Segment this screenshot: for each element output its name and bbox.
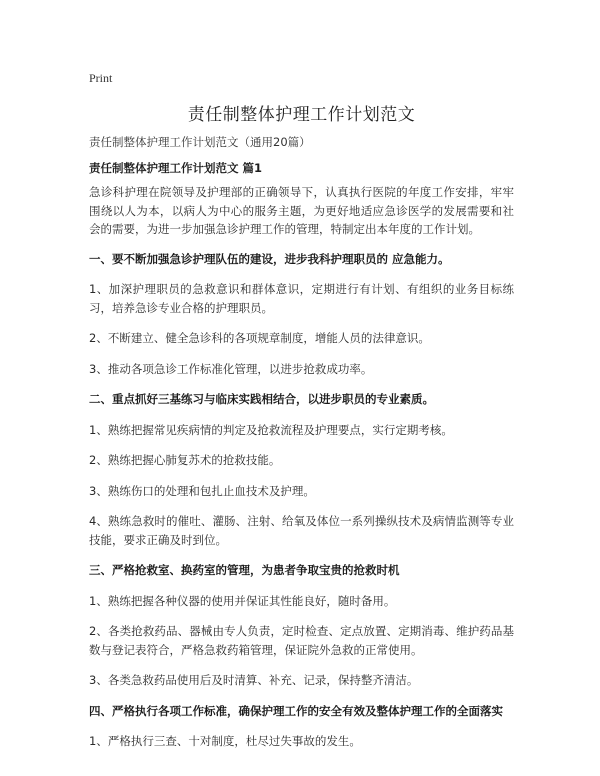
list-item: 2、各类抢救药品、器械由专人负责，定时检查、定点放置、定期消毒、维护药品基数与登记表符合，严格急救药箱管理，保证院外急救的正常使用。 [89, 624, 514, 657]
page-title: 责任制整体护理工作计划范文 [187, 105, 416, 125]
intro-paragraph: 急诊科护理在院领导及护理部的正确领导下，认真执行医院的年度工作安排，牢牢围绕以人为本，以病人为中心的服务主题，为更好地适应急诊医学的发展需要和社会的需要，为进一步加强急诊护理工作的管理，特制定出本年度的工作计划。 [89, 185, 514, 236]
list-item: 4、熟练急救时的催吐、灌肠、注射、给氧及体位一系列操纵技术及病情监测等专业技能，要求正确及时到位。 [89, 514, 514, 547]
document-body [89, 183, 514, 763]
list-item: 2、不断建立、健全急诊科的各项规章制度，增能人员的法律意识。 [89, 331, 430, 345]
list-item: 1、熟练把握常见疾病情的判定及抢救流程及护理要点，实行定期考核。 [89, 422, 453, 437]
part-heading-3: 三、严格抢救室、换药室的管理，为患者争取宝贵的抢救时机 [89, 563, 400, 577]
list-item: 2、熟练把握心肺复苏术的抢救技能。 [89, 453, 281, 467]
print-label: Print [89, 71, 113, 85]
list-item: 1、严格执行三查、十对制度，杜尽过失事故的发生。 [89, 734, 361, 748]
list-item: 3、推动各项急诊工作标准化管理，以进步抢救成功率。 [89, 361, 373, 376]
part-heading-4: 四、严格执行各项工作标准，确保护理工作的安全有效及整体护理工作的全面落实 [89, 703, 503, 718]
list-item: 1、加深护理职员的急救意识和群体意识，定期进行有计划、有组织的业务目标练习，培养急诊专业合格的护理职员。 [89, 282, 514, 315]
part-heading-1: 一、要不断加强急诊护理队伍的建设，进步我科护理职员的 应急能力。 [89, 251, 450, 266]
list-item: 3、各类急救药品使用后及时清算、补充、记录，保持整齐清洁。 [89, 673, 419, 687]
list-item: 3、熟练伤口的处理和包扎止血技术及护理。 [89, 483, 315, 498]
list-item: 1、熟练把握各种仪器的使用并保证其性能良好，随时备用。 [89, 593, 396, 608]
document-subtitle: 责任制整体护理工作计划范文（通用20篇） [89, 135, 311, 149]
part-heading-2: 二、重点抓好三基练习与临床实践相结合，以进步职员的专业素质。 [89, 392, 434, 406]
section-title: 责任制整体护理工作计划范文 篇1 [89, 161, 263, 175]
